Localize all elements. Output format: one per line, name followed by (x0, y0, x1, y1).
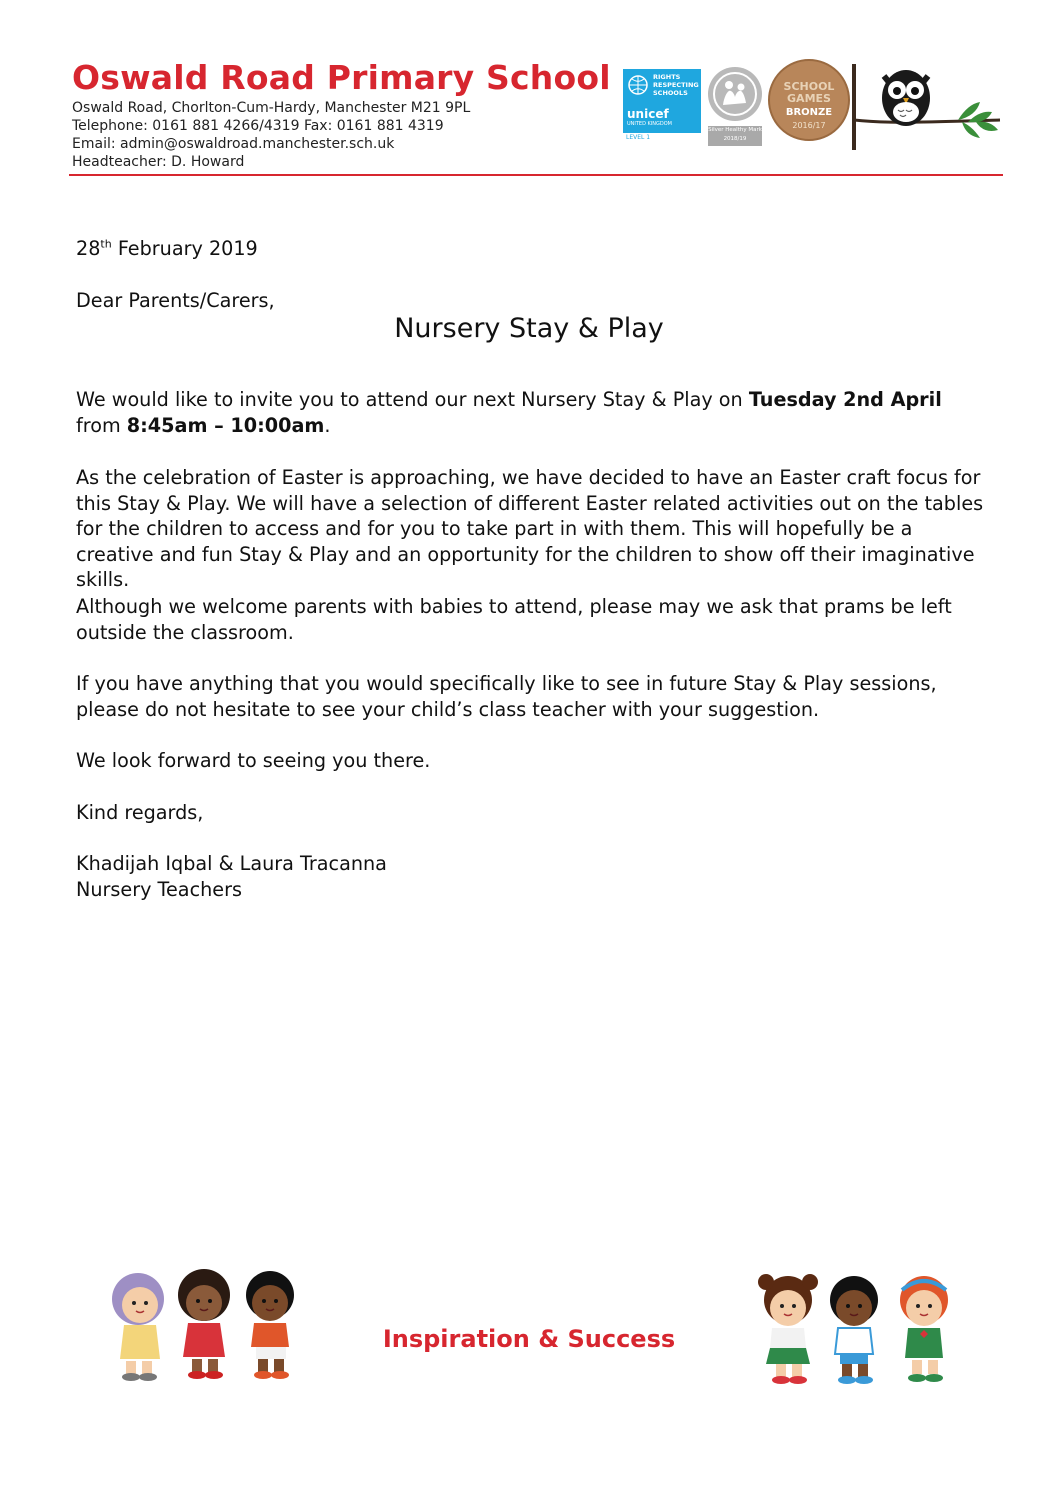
healthy-schools-badge (708, 67, 762, 121)
school-headteacher: Headteacher: D. Howard (72, 154, 245, 170)
letter-title: Nursery Stay & Play (394, 313, 664, 344)
invitation-paragraph: We would like to invite you to attend our next Nursery Stay & Play on Tuesday 2nd April from 8:45am – 10:00am. (76, 388, 942, 437)
school-name: Oswald Road Primary School (72, 58, 611, 97)
school-games-year: 2016/17 (792, 121, 826, 130)
easter-paragraph: As the celebration of Easter is approaching, we have decided to have an Easter craft focus for this Stay & Play. We will have a selection of different Easter related activities out on the tables for the children to access and for you to take part in with them. This will hopefully be a creative and fun Stay & Play and an opportunity for the children to show off their imaginative skills. (76, 466, 984, 591)
event-date: Tuesday 2nd April (748, 388, 942, 411)
letter-date: 28th February 2019 (76, 237, 258, 260)
suggestions-paragraph: If you have anything that you would specifically like to see in future Stay & Play sessions, please do not hesitate to see your child’s class teacher with your suggestion. (76, 672, 937, 721)
school-address: Oswald Road, Chorlton-Cum-Hardy, Manchester M21 9PL (72, 100, 471, 116)
school-games-bronze-badge (768, 59, 850, 141)
header-divider (69, 174, 1003, 176)
school-email: Email: admin@oswaldroad.manchester.sch.uk (72, 136, 395, 152)
unicef-badge-text: RIGHTS RESPECTING SCHOOLS (653, 73, 699, 97)
family-figures-icon (708, 67, 762, 121)
look-forward-paragraph: We look forward to seeing you there. (76, 749, 431, 772)
unicef-level: LEVEL 1 (626, 134, 651, 141)
salutation: Dear Parents/Carers, (76, 289, 275, 312)
three-children-illustration-icon (748, 1268, 964, 1390)
unicef-country: UNITED KINGDOM (627, 121, 672, 127)
school-games-level: BRONZE (785, 107, 833, 118)
closing: Kind regards, (76, 801, 204, 824)
school-games-title: SCHOOL GAMES (783, 80, 835, 105)
unicef-brand: unicef (627, 107, 669, 121)
signatories: Khadijah Iqbal & Laura Tracanna (76, 852, 387, 875)
school-telephone: Telephone: 0161 881 4266/4319 Fax: 0161 881 4319 (72, 118, 444, 134)
unicef-rights-respecting-badge (623, 69, 701, 133)
globe-icon (627, 74, 649, 96)
school-motto: Inspiration & Success (382, 1325, 676, 1353)
prams-paragraph: Although we welcome parents with babies to attend, please may we ask that prams be left outside the classroom. (76, 595, 952, 644)
signatory-role: Nursery Teachers (76, 878, 242, 901)
event-time: 8:45am – 10:00am (126, 413, 325, 437)
healthy-schools-caption: Silver Healthy Mark 2018/19 (708, 126, 762, 146)
owl-on-branch-icon (850, 62, 1008, 154)
